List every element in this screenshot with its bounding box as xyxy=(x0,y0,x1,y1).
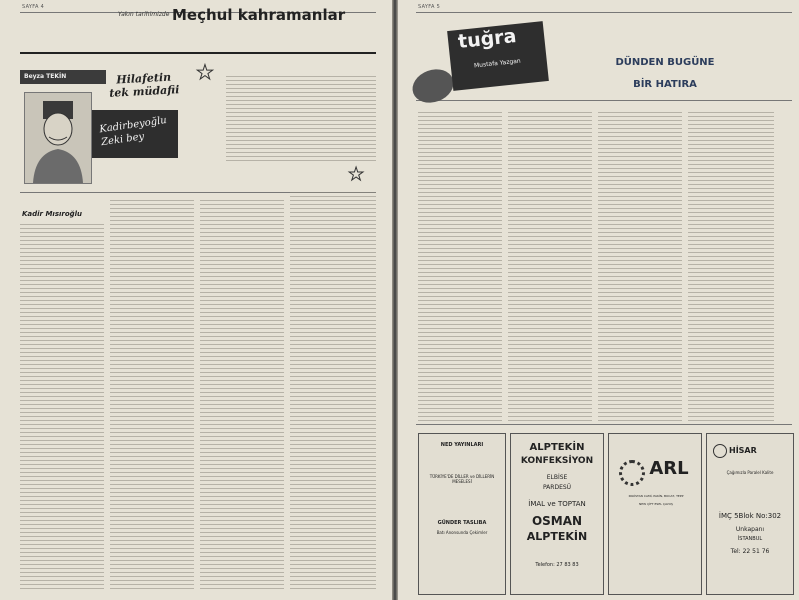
ad-alptekin xyxy=(510,433,604,595)
body-column xyxy=(290,192,376,592)
body-column xyxy=(688,112,774,424)
portrait-illustration xyxy=(24,92,92,184)
ad-line: KONFEKSİYON xyxy=(520,456,594,466)
script-caption: Kadirbeyoğlu Zeki bey xyxy=(98,114,168,149)
body-column xyxy=(110,200,194,592)
ad-line: İMAL ve TOPTAN xyxy=(528,500,586,508)
intro-text xyxy=(226,76,376,162)
ad-line: GÜNDER TASLIBA xyxy=(437,520,487,526)
ad-hisar xyxy=(706,433,794,595)
column-author: Mustafa Yazgan xyxy=(473,57,522,70)
body-column xyxy=(20,224,104,592)
ad-line: Unkapanı xyxy=(735,526,765,533)
left-page xyxy=(0,0,392,600)
section-title xyxy=(590,52,740,96)
body-column xyxy=(200,200,284,592)
ad-line: ALPTEKİN xyxy=(526,530,588,543)
ad-line: Batı Anonsunda Çekimler xyxy=(436,530,488,535)
ad-line: NEW ÇİFT ESEL ÇAVUŞ xyxy=(639,502,673,506)
byline: Kadir Mısıroğlu xyxy=(22,210,83,218)
right-folio: SAYFA 5 xyxy=(418,4,441,10)
ad-line: ALPTEKİN xyxy=(529,442,585,453)
ad-line: İSTANBUL xyxy=(737,536,763,542)
section-title-line2: BİR HATIRA xyxy=(633,79,697,90)
ad-ned-yayinlari xyxy=(418,433,506,595)
ad-line: Çağımızla Paralel Kalite xyxy=(726,470,774,475)
ad-line: İMÇ 5Blok No:302 xyxy=(718,512,782,520)
ad-line: PARDESÜ xyxy=(542,484,572,491)
ad-line: PAKİSTAN CAMİ, PAKİN, BOCAT, TEPP xyxy=(628,494,684,498)
author-tag: Beyza TEKİN xyxy=(20,70,106,84)
body-column xyxy=(598,112,682,424)
subtitle: Hilafetin tek müdafii xyxy=(108,70,180,100)
column-logo: tuğra xyxy=(457,25,518,53)
ad-line: ELBİSE xyxy=(546,474,568,481)
star-icon: ★ xyxy=(196,60,214,84)
body-column xyxy=(508,112,592,424)
ad-line: NED YAYINLARI xyxy=(440,442,484,448)
ad-line: TÜRKİYE'DE DİLLER ve DİLLERİN MESELESİ xyxy=(429,474,495,484)
page-title: Meçhul kahramanlar xyxy=(172,6,346,24)
ad-arl xyxy=(608,433,702,595)
section-title-line1: DÜNDEN BUGÜNE xyxy=(615,57,715,68)
left-folio: SAYFA 4 xyxy=(22,4,45,10)
ad-line: HİSAR xyxy=(729,446,757,455)
ad-line: OSMAN xyxy=(531,514,583,528)
ad-line: ARL xyxy=(649,458,689,479)
star-icon: ★ xyxy=(348,164,365,185)
logo-icon xyxy=(713,444,727,458)
ad-line: Tel: 22 51 76 xyxy=(730,548,770,555)
body-column xyxy=(418,112,502,424)
kicker: Yakın tarihimizde xyxy=(118,11,170,18)
ad-line: Telefon: 27 83 83 xyxy=(535,562,579,568)
article-banner xyxy=(20,26,376,54)
